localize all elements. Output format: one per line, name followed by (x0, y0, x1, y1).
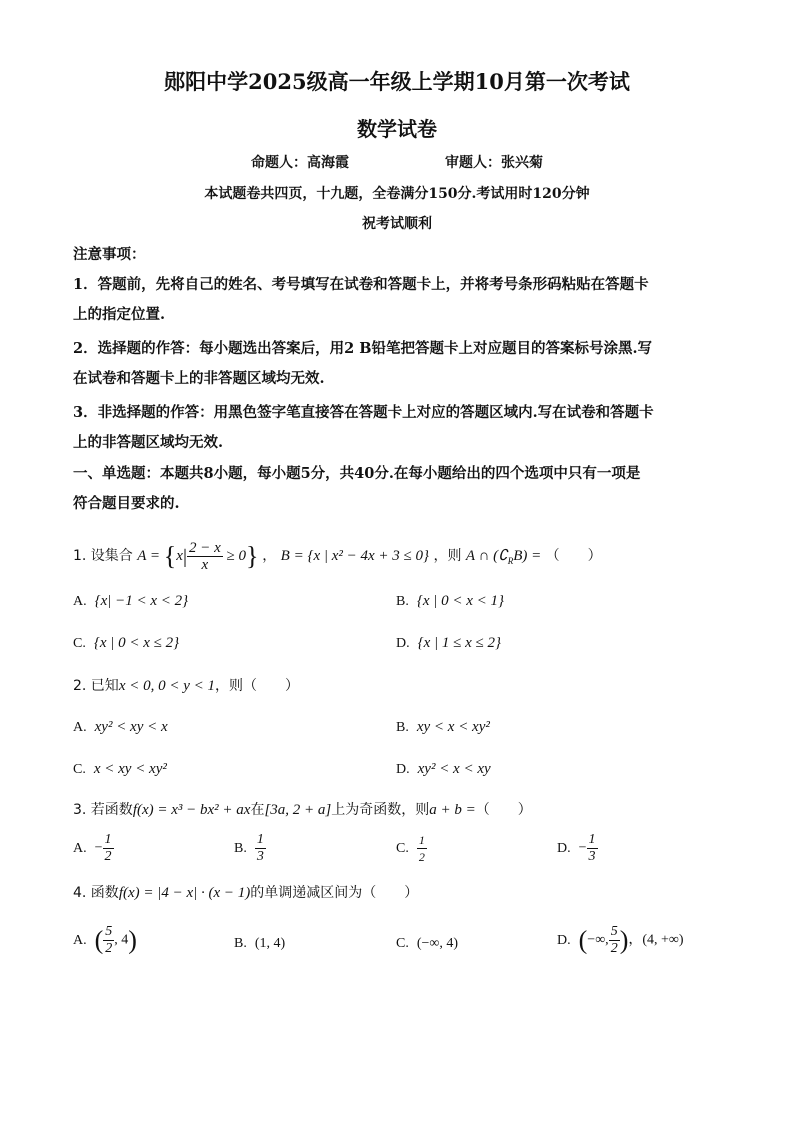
q4-option-c[interactable]: C. (−∞, 4) (396, 936, 459, 951)
q4-option-a[interactable]: A. ( $\frac{5}{2}$ , 4) (73, 924, 137, 956)
q3-option-c[interactable]: C. $\frac{1}{2}$ (396, 833, 425, 864)
set-expression: A ∩ $(∁_RB)$ = (465, 547, 542, 566)
q1-option-c[interactable]: C. {x | 0 < x ≤ 2} (73, 635, 180, 651)
q2-option-a[interactable]: A. xy² < xy < x (73, 719, 168, 735)
set-a: A = {x| $\frac{2 - x}{x}$ ≥ 0} (137, 540, 259, 573)
question-2: 2. 已知x < 0, 0 < y < 1，则（ ） (73, 678, 299, 694)
exam-info: 本试题卷共四页，十九题，全卷满分150分.考试用时120分钟 (204, 186, 590, 202)
set-b: B = {x | x² − 4x + 3 ≤ 0} (280, 547, 430, 564)
note-1: 1．答题前，先将自己的姓名、考号填写在试卷和答题卡上，并将考号条形码粘贴在答题卡 上的指定位置. (73, 276, 649, 323)
q1-option-b[interactable]: B. {x | 0 < x < 1} (396, 593, 505, 609)
q3-option-d[interactable]: D. − $\frac{1}{3}$ (557, 832, 596, 864)
exam-wish: 祝考试顺利 (362, 216, 432, 232)
reviewer: 审题人：张兴菊 (445, 155, 543, 171)
q1-option-d[interactable]: D. {x | 1 ≤ x ≤ 2} (396, 635, 502, 651)
question-1: 1. 设集合 A = {x| $\frac{2 - x}{x}$ ≥ 0} ， B = {x | x² − 4x + 3 ≤ 0} ，则 A ∩ $(∁_RB)$ = （ ） (73, 540, 602, 573)
note-3: 3．非选择题的作答：用黑色签字笔直接答在答题卡上对应的答题区域内.写在试卷和答题卡 上的非答题区域均无效. (73, 404, 654, 451)
section-1-heading: 一、单选题：本题共8小题，每小题5分，共40分.在每小题给出的四个选项中只有一项是 符合题目要求的. (73, 465, 641, 512)
proposer: 命题人：高海霞 (251, 155, 349, 171)
question-3: 3. 若函数f(x) = x³ − bx² + ax在[3a, 2 + a]上为奇函数，则a + b =（ ） (73, 802, 532, 818)
q2-option-c[interactable]: C. x < xy < xy² (73, 761, 167, 777)
q2-option-b[interactable]: B. xy < x < xy² (396, 719, 490, 735)
q2-option-d[interactable]: D. xy² < x < xy (396, 761, 491, 777)
notes-heading: 注意事项： (73, 246, 146, 263)
note-2: 2．选择题的作答：每小题选出答案后，用2 B铅笔把答题卡上对应题目的答案标号涂黑.写 在试卷和答题卡上的非答题区域均无效. (73, 340, 653, 387)
question-4: 4. 函数f(x) = |4 − x| · (x − 1)的单调递减区间为（ ） (73, 885, 419, 901)
q4-option-d[interactable]: D. (−∞, $\frac{5}{2}$ )，(4, +∞) (557, 924, 684, 956)
q3-option-b[interactable]: B. $\frac{1}{3}$ (234, 832, 264, 864)
author-line (0, 152, 794, 172)
q1-option-a[interactable]: A. {x| −1 < x < 2} (73, 593, 189, 609)
exam-subtitle: 数学试卷 (357, 117, 437, 141)
q4-option-b[interactable]: B. (1, 4) (234, 936, 286, 951)
q3-option-a[interactable]: A. − $\frac{1}{2}$ (73, 832, 112, 864)
exam-title: 郧阳中学2025级高一年级上学期10月第一次考试 (164, 69, 630, 94)
